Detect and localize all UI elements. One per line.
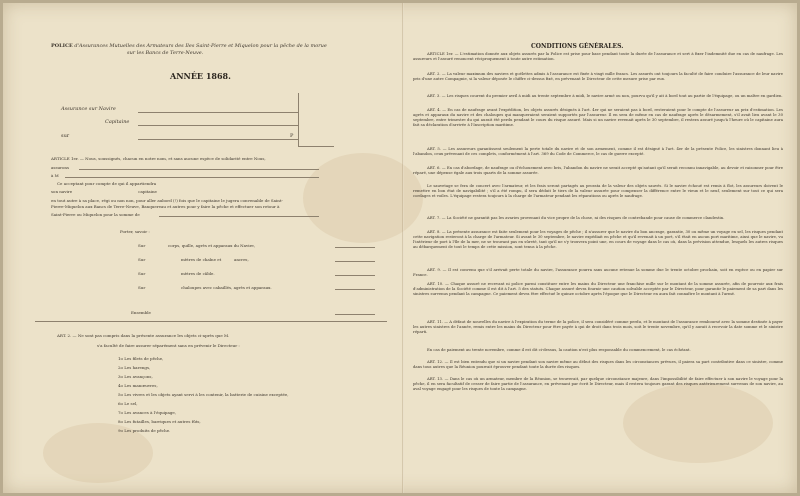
amount-box-side (298, 93, 299, 146)
breakdown-amount-line (335, 289, 375, 290)
document-sheet (3, 3, 797, 493)
breakdown-text: chaloupes avec cabaillés, agrès et apparaux. (181, 285, 272, 290)
breakdown-label: Sur (138, 257, 146, 262)
section-divider (35, 321, 387, 322)
center-fold (402, 3, 404, 493)
article2-item: 2o Les harengs, (118, 365, 151, 370)
article2-item: 4o Les manœuvres, (118, 383, 158, 388)
condition-paragraph: ART. 6. — En cas d'abordage, de naufrage ou d'échouement avec bris, l'abandon du navire ne serait accepté qu'autant qu'il serait reconnu innavigable, au devoir et raisonner pour être réparé, une dépense égale aux trois quarts de la somme assurée. (413, 165, 783, 176)
capitaine-field-line (138, 125, 298, 126)
article1-line: en tout autre à sa place, régi ou non non, pour aller aubord (!) fois que le capitaine le jugera convenable de Saint- (51, 198, 283, 203)
article1-line: Pierre-Miquelon aux Bancs de Terre-Neuve, Banquereau et autres pour y faire la pêche et effectuer son retour à (51, 204, 280, 209)
article1-line: son navire capitaine (51, 189, 157, 194)
article2-item: 8o Les futailles, barriques et autres fûts, (118, 419, 201, 424)
condition-paragraph: ART. 10. — Chaque assuré ne recevant ni police parmi constituer entre les mains du Directeur une franchise mille sur le montant de la somme assurée, afin de pourvoir aux frais d'administration de la Société comme il est dit à l'art. 5 des statuts. Chaque assuré devra fournir une caution solvable acceptée par le Directeur, pour garantir le paiement de sa part dans les sinistres survenus pendant la campagne. Ce paiement devra être effectué le quinze octobre après l'époque que le Directeur en aura fait connaître le montant à l'armé. (413, 281, 783, 297)
conditions-title: CONDITIONS GÉNÉRALES. (531, 43, 624, 50)
article2-item: 9o Les produits de pêche. (118, 428, 171, 433)
breakdown-amount-line (335, 247, 375, 248)
condition-paragraph: ARTICLE 1er. — L'estimation donnée aux objets assurés par la Police est prise pour base pendant toute la durée de l'assurance et sert à fixer l'indemnité due en cas de naufrage. Les assureurs et l'assuré renoncent réciproquement à toute autre estimation. (413, 51, 783, 62)
breakdown-amount-line (335, 261, 375, 262)
article1-field-line (79, 169, 319, 170)
condition-paragraph: ART. 3. — Les risques courent du premier avril à midi au trente septembre à midi, le navire armé ou non, pourvu qu'il y ait à bord tout au partie de l'équipage, ou un maître en gardien. (427, 93, 783, 98)
breakdown-text: mètres de câble. (181, 271, 215, 276)
policy-header-line1: POLICE d'Assurances Mutuelles des Armateurs des Iles Saint-Pierre et Miquelon pour la pêche de la morue (51, 43, 327, 49)
condition-paragraph: ART. 11. — A défaut de nouvelles du navire à l'expiration du terme de la police, il sera considéré comme perdu, et le montant de l'assurance remboursé avec la somme destinée à payer les autres sinistres de l'année, remis entre les mains du Directeur pour être payée à qui de droit dans trois mois, soit le trente novembre, qu'il y aurait à recevoir la date somme et le sinistre réparti. (413, 319, 783, 335)
article2-item: 3o Les avançons, (118, 374, 153, 379)
breakdown-text: mètres de chaîne et ancres, (181, 257, 249, 262)
article2-item: 7o Les avances à l'équipage, (118, 410, 177, 415)
breakdown-text: corps, quille, agrès et apparaux du Navire, (168, 243, 256, 248)
amount-box-top (298, 146, 334, 147)
condition-paragraph: ART. 8. — La présente assurance est faite seulement pour les voyages de pêche ; il n'assurer que le navire du bon ancrage, garantie, 30 ou même un voyage en sel, les risques pendant cette navigation resteront à la charge de l'armateur. Si avant le 30 septembre, le navire expédiait en pêche et qu'il revenait à un port, s'il était en aucun port maritime, ainsi que le navire, vu l'intérieur de port à l'île de la mer, ne se trouvant pas en sûreté, tant qu'il ne s'y trouvera point une, en cours de voyage dans le cas où, dans la prévision attendue, lesquels les autres risques au débarquement de tout le temps de cette mission, sont tenus à la pêche. (413, 229, 783, 250)
sur-label: sur (61, 133, 70, 139)
navire-label: Assurance sur Navire (61, 106, 116, 112)
condition-paragraph: ART. 9. — Il est convenu que s'il arrivait perte totale du navire, l'assurance pourra sans aucune retenue la somme due le trente octobre prochain, soit en espèce ou en papier sur France. (413, 267, 783, 278)
ensemble-amount-line (335, 314, 375, 315)
breakdown-label: Sur (138, 243, 146, 248)
paper-stain (623, 383, 773, 463)
condition-paragraph: Le sauvetage se fera de concert avec l'armateur, et les frais seront partagés au prorata de la valeur des objets sauvés. Si le navire échoué est remis à flot, les assureurs doivent le remettre en bon état de navigabilité ; s'il a été rompu, il sera déduit le tiers de la valeur assurée pour compenser la différence entre le vieux et le neuf, seulement sur tout ce qui sera cordages et voiles. L'équipage restera toujours à la charge de l'armateur pendant les réparations ou après le naufrage. (413, 183, 783, 199)
condition-paragraph: ART. 7. — La Société ne garantit pas les avaries provenant du vice propre de la chose, ni des risques de contrebande pour cause de commerce clandestin. (427, 215, 725, 220)
condition-paragraph: En cas de paiement au trente novembre, comme il est dit ci-dessus, la caution n'est plus responsable du commencement, le cas échéant. (427, 347, 691, 352)
navire-field-line (138, 112, 298, 113)
breakdown-amount-line (335, 275, 375, 276)
breakdown-intro: Porter, savoir : (120, 229, 150, 234)
policy-header-line2: sur les Bancs de Terre-Neuve. (127, 50, 204, 56)
somme-field-line (159, 216, 319, 217)
ensemble-label: Ensemble (131, 310, 151, 315)
article1-line: assurons (51, 165, 70, 170)
letter-mark: P (290, 133, 294, 139)
article1-field-line (65, 177, 319, 178)
condition-paragraph: ART. 5. — Les assureurs garantissent seulement la perte totale du navire et de son armement, comme il est désigné à l'art. 4er de la présente Police, les sinistres donnant lieu à l'abandon, ceux prévenant de ces complets, conformément à l'art. 369 du Code de Commerce, le cas de guerre excepté. (413, 146, 783, 157)
article1-line: à M (51, 173, 59, 178)
breakdown-label: Sur (138, 285, 146, 290)
article2-item: 1o Les filets de pêche, (118, 356, 164, 361)
condition-paragraph: ART. 13. — Dans le cas où un armateur, membre de la Réunion, se trouverait, par quelque circonstance majeure, dans l'impossibilité de faire effectuer à son navire le voyage pour la pêche, il en sera facultatif de cesser de faire partie de l'assurance, en prévenant par écrit le Directeur, mais il restera toujours garant des risques antérieurement survenus de son navire, au aval voyage engagé pour les risques de toute la campagne. (413, 376, 783, 392)
paper-stain (303, 153, 423, 243)
article1-line: ARTICLE 1er. — Nous, soussignés, chacun en notre nom, et sans aucune espèce de solidarité entre Nous, (51, 156, 266, 161)
breakdown-label: Sur (138, 271, 146, 276)
article1-line: Ce acceptant pour compte de qui il appartiendra (57, 181, 157, 186)
capitaine-label: Capitaine (105, 119, 130, 125)
year-title: ANNÉE 1868. (170, 71, 231, 81)
sur-field-line (138, 139, 298, 140)
condition-paragraph: ART. 4. — En cas de naufrage avant l'expédition, les objets assurés désignés à l'art. 4er qui ne seraient pas à bord, resteraient pour le compte de l'assureur au prix d'estimation. Les agrès et apparaux du navire et des chaloupes qui manqueraient seraient supportés par l'assureur. Il en sera de même en cas de naufrage après le désarmement, s'il avait lieu avant le 30 septembre, entre trimestre du qui aurait été perdu pendant le cours du risque assuré. Mais si un navire revenait après le 30 septembre, il restera assuré jusqu'à l'heure où le capitaine aura fait sa déclaration d'arrivée à l'Inscription maritime. (413, 107, 783, 128)
article1-line: Saint-Pierre ou Miquelon pour la somme de (51, 212, 140, 217)
condition-paragraph: ART. 12. — Il est bien entendu que si un navire pendant son navire même au début des risques dans les circonstances prévues, il paiera sa part contributive dans ce sinistre, comme dans tous autres que la Réunion pourrait éprouver pendant toute la durée des risques. (413, 359, 783, 370)
article2-intro2: s'a faculté de faire assurer séparément sans en prévenir le Directeur : (97, 343, 240, 348)
article2-intro: ART. 2. — Ne sont pas compris dans la présente assurance les objets ci-après que M. (57, 333, 230, 338)
condition-paragraph: ART. 2. — La valeur maximum des navires et goëlettes admis à l'assurance est fixée à vingt mille francs. Les assurés ont toujours la faculté de faire conduire l'assurance de leur navire pris d'une autre Compagnie, si la valeur déposée le chiffre ci-dessus fixé, en prévenant le Directeur de cette mesure prise par eux. (413, 71, 783, 82)
article2-item: 6o Le sel, (118, 401, 138, 406)
article2-item: 5o Les vivres et les objets ayant servi à les contenir, la batterie de cuisine exceptée, (118, 392, 289, 397)
